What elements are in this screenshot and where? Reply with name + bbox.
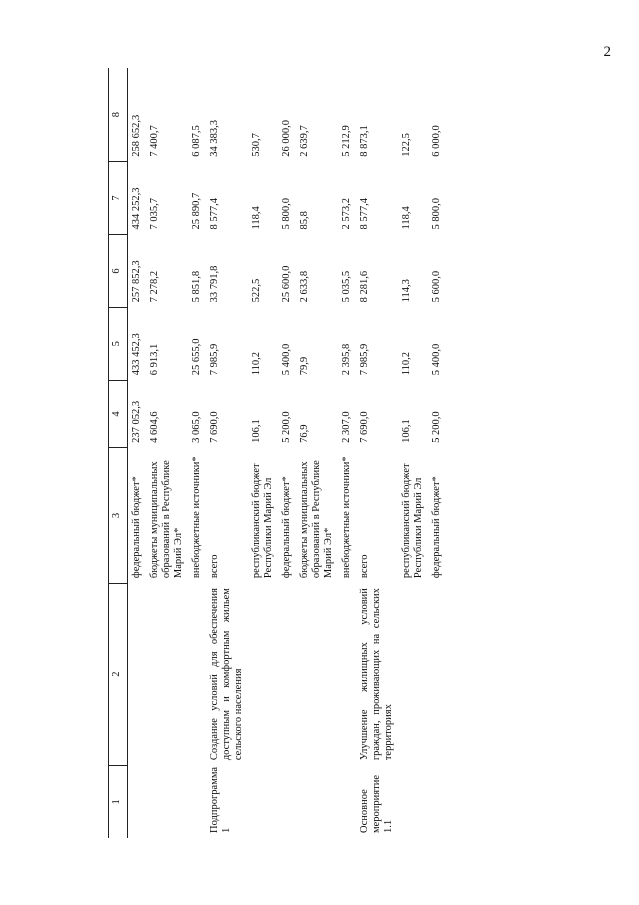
table-cell-col-5: 79,9	[299, 356, 310, 376]
table-cell-col-6: 5 600,0	[431, 270, 442, 303]
table-cell-col-1	[128, 765, 147, 838]
table-cell-col-4: 5 200,0	[281, 411, 292, 443]
table-row	[278, 68, 296, 838]
table-cell-col-3: внебюджетные источники*	[191, 456, 202, 579]
column-header-6: 6	[109, 235, 128, 308]
table-cell-col-7: 118,4	[401, 206, 412, 230]
table-cell-col-5: 6 913,1	[149, 343, 160, 376]
table-row	[356, 68, 398, 838]
table-cell-col-3: федеральный бюджет*	[281, 476, 292, 579]
table-cell-col-3: республиканский бюджет Республики Марий Эл	[401, 463, 424, 579]
table-cell-col-4: 4 604,6	[149, 411, 160, 443]
table-cell-col-1	[248, 765, 278, 838]
table-cell-col-4: 5 200,0	[431, 411, 442, 443]
table-cell-col-8: 8 873,1	[359, 125, 370, 157]
table-row	[296, 68, 338, 838]
table-cell-col-2	[428, 583, 446, 765]
table-cell-col-7: 85,8	[299, 211, 310, 230]
table-cell-col-4: 7 690,0	[359, 411, 370, 443]
table-cell-col-6: 25 600,0	[281, 265, 292, 303]
table-cell-col-1	[338, 765, 356, 838]
column-header-2: 2	[109, 583, 128, 765]
column-number-row	[109, 68, 128, 838]
table-cell-col-8: 6 000,0	[431, 125, 442, 157]
table-cell-col-8: 122,5	[401, 133, 412, 157]
table-row	[248, 68, 278, 838]
table-row	[398, 68, 428, 838]
table-cell-col-2: Создание условий для обеспечения доступным и комфортным жильем сельского населения	[209, 588, 244, 761]
table-cell-col-5: 110,2	[251, 351, 262, 376]
table-cell-col-3: федеральный бюджет*	[431, 476, 442, 579]
table-cell-col-2	[248, 583, 278, 765]
table-cell-col-5: 5 400,0	[281, 343, 292, 376]
table-cell-col-6: 8 281,6	[359, 270, 370, 303]
table-cell-col-7: 7 035,7	[149, 198, 160, 230]
table-cell-col-2	[146, 583, 188, 765]
table-cell-col-3: всего	[359, 554, 370, 579]
table-cell-col-4: 106,1	[401, 419, 412, 443]
table-row	[128, 68, 147, 838]
table-row	[338, 68, 356, 838]
table-cell-col-8: 6 087,5	[191, 125, 202, 157]
table-row	[146, 68, 188, 838]
table-cell-col-4: 76,9	[299, 424, 310, 443]
table-cell-col-1: Подпрограмма 1	[209, 766, 232, 833]
table-cell-col-6: 522,5	[251, 278, 262, 303]
table-cell-col-3: всего	[209, 554, 220, 579]
table-cell-col-8: 258 652,3	[131, 114, 142, 157]
column-header-7: 7	[109, 162, 128, 235]
table-cell-col-3: бюджеты муниципальных образований в Республике Марий Эл*	[149, 460, 184, 579]
table-cell-col-8: 5 212,9	[341, 125, 352, 157]
table-cell-col-2	[278, 583, 296, 765]
table-cell-col-2	[398, 583, 428, 765]
table-cell-col-8: 26 000,0	[281, 119, 292, 157]
table-cell-col-5: 433 452,3	[131, 333, 142, 376]
table-cell-col-4: 2 307,0	[341, 411, 352, 443]
table-cell-col-6: 114,3	[401, 279, 412, 303]
table-cell-col-1	[146, 765, 188, 838]
table-cell-col-7: 2 573,2	[341, 198, 352, 230]
table-cell-col-6: 7 278,2	[149, 270, 160, 303]
table-cell-col-7: 25 890,7	[191, 192, 202, 230]
table-cell-col-8: 2 639,7	[299, 125, 310, 157]
table-cell-col-1	[428, 765, 446, 838]
table-cell-col-7: 8 577,4	[359, 198, 370, 230]
rotated-page-content	[108, 68, 628, 838]
table-cell-col-7: 118,4	[251, 206, 262, 230]
column-header-3: 3	[109, 448, 128, 583]
table-row	[206, 68, 248, 838]
table-cell-col-8: 530,7	[251, 133, 262, 157]
table-cell-col-6: 2 633,8	[299, 270, 310, 303]
table-cell-col-3: федеральный бюджет*	[131, 476, 142, 579]
table-cell-col-5: 5 400,0	[431, 343, 442, 376]
table-cell-col-7: 434 252,3	[131, 187, 142, 230]
column-header-1: 1	[109, 765, 128, 838]
table-cell-col-2	[128, 583, 147, 765]
table-cell-col-6: 33 791,8	[209, 265, 220, 303]
table-cell-col-8: 7 400,7	[149, 125, 160, 157]
table-cell-col-4: 7 690,0	[209, 411, 220, 443]
table-cell-col-3: бюджеты муниципальных образований в Республике Марий Эл*	[299, 460, 334, 579]
table-cell-col-5: 110,2	[401, 351, 412, 376]
table-cell-col-2	[296, 583, 338, 765]
table-cell-col-3: республиканский бюджет Республики Марий Эл	[251, 463, 274, 579]
table-cell-col-2	[188, 583, 206, 765]
table-cell-col-1	[188, 765, 206, 838]
page-number: 2	[603, 44, 611, 60]
table-cell-col-1: Основное мероприятие 1.1	[359, 775, 394, 833]
table-cell-col-3: внебюджетные источники*	[341, 456, 352, 579]
table-cell-col-4: 106,1	[251, 419, 262, 443]
table-cell-col-1	[296, 765, 338, 838]
table-cell-col-1	[398, 765, 428, 838]
table-cell-col-7: 5 800,0	[431, 198, 442, 230]
table-cell-col-4: 3 065,0	[191, 411, 202, 443]
table-cell-col-1	[278, 765, 296, 838]
budget-table	[108, 68, 446, 838]
column-header-8: 8	[109, 68, 128, 162]
table-cell-col-6: 5 035,5	[341, 270, 352, 303]
column-header-4: 4	[109, 380, 128, 448]
table-cell-col-6: 257 852,3	[131, 260, 142, 303]
table-cell-col-5: 25 655,0	[191, 338, 202, 376]
table-row	[428, 68, 446, 838]
column-header-5: 5	[109, 307, 128, 380]
table-cell-col-4: 237 052,3	[131, 400, 142, 443]
table-row	[188, 68, 206, 838]
table-cell-col-5: 2 395,8	[341, 343, 352, 376]
table-cell-col-5: 7 985,9	[209, 343, 220, 376]
table-body	[128, 68, 447, 838]
table-cell-col-2	[338, 583, 356, 765]
table-cell-col-5: 7 985,9	[359, 343, 370, 376]
table-cell-col-7: 8 577,4	[209, 198, 220, 230]
table-cell-col-6: 5 851,8	[191, 270, 202, 303]
table-cell-col-2: Улучшение жилищных условий граждан, проживающих на сельских территориях	[359, 588, 394, 761]
table-cell-col-8: 34 383,3	[209, 119, 220, 157]
table-cell-col-7: 5 800,0	[281, 198, 292, 230]
